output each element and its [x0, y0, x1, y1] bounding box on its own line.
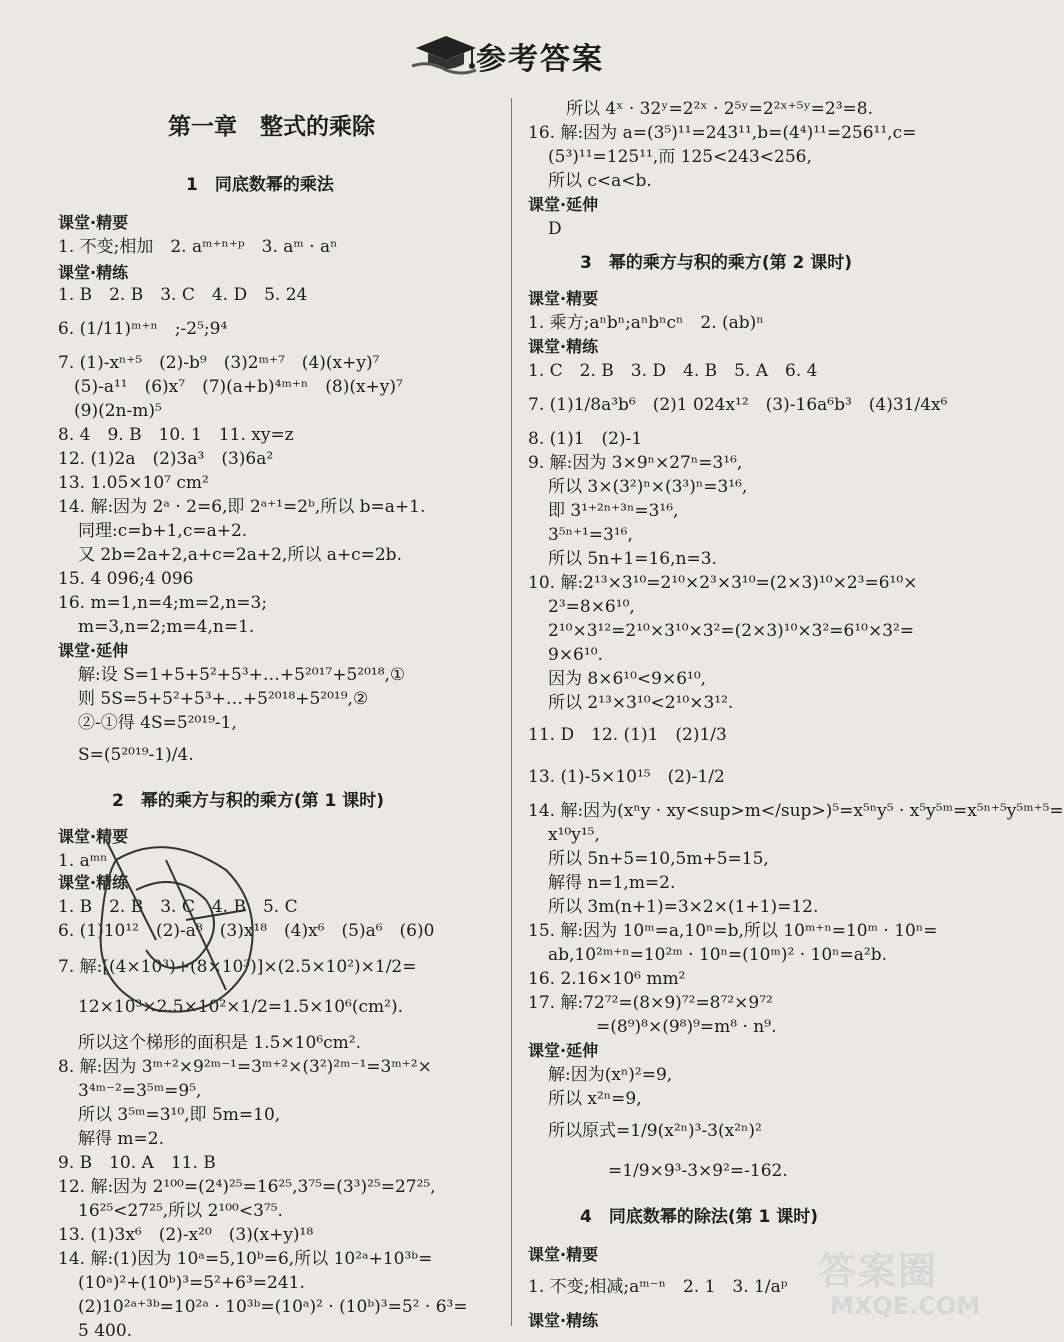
lesson-title: 2 幂的乘方与积的乘方(第 1 课时) [112, 791, 385, 811]
answer-line: 又 2b=2a+2,a+c=2a+2,所以 a+c=2b. [78, 545, 402, 565]
answer-line: 解得 m=2. [78, 1129, 164, 1149]
answer-line: 所以 3m(n+1)=3×2×(1+1)=12. [548, 897, 819, 917]
answer-line: 9. B 10. A 11. B [58, 1153, 216, 1173]
section-label: 课堂·延伸 [528, 1041, 599, 1060]
answer-line: 8. 4 9. B 10. 1 11. xy=z [58, 425, 294, 445]
section-label: 课堂·精练 [528, 337, 599, 356]
section-label: 课堂·精练 [58, 263, 129, 282]
answer-line: 17. 解:72⁷²=(8×9)⁷²=8⁷²×9⁷² [528, 993, 773, 1013]
answer-line: ab,10²ᵐ⁺ⁿ=10²ᵐ · 10ⁿ=(10ᵐ)² · 10ⁿ=a²b. [548, 945, 887, 965]
answer-line: 16. m=1,n=4;m=2,n=3; [58, 593, 268, 613]
answer-line: 16. 2.16×10⁶ mm² [528, 969, 686, 989]
section-label: 课堂·延伸 [528, 195, 599, 214]
answer-line: 同理:c=b+1,c=a+2. [78, 521, 248, 541]
answer-line: 12. 解:因为 2¹⁰⁰=(2⁴)²⁵=16²⁵,3⁷⁵=(3³)²⁵=27²⁵, [58, 1177, 436, 1197]
answer-line: 2³=8×6¹⁰, [548, 597, 635, 617]
answer-line: 因为 8×6¹⁰<9×6¹⁰, [548, 669, 707, 689]
answer-line: 2¹⁰×3¹²=2¹⁰×3¹⁰×3²=(2×3)¹⁰×3²=6¹⁰×3²= [548, 621, 915, 641]
lesson-title: 1 同底数幂的乘法 [186, 175, 334, 195]
handwritten-stamp-watermark [76, 820, 276, 1030]
logo-text: 答案圈 [818, 1249, 939, 1293]
answer-line: 8. 解:因为 3ᵐ⁺²×9²ᵐ⁻¹=3ᵐ⁺²×(3²)²ᵐ⁻¹=3ᵐ⁺²× [58, 1057, 432, 1077]
answer-line: 6. (1/11)ᵐ⁺ⁿ ;-2⁵;9⁴ [58, 319, 228, 339]
answer-line: 12×10³×2.5×10²×1/2=1.5×10⁶(cm²). [78, 997, 403, 1017]
answer-line: (5)-a¹¹ (6)x⁷ (7)(a+b)⁴ᵐ⁺ⁿ (8)(x+y)⁷ [74, 377, 403, 397]
answer-line: 14. 解:因为(xⁿy · xy<sup>m</sup>)⁵=x⁵ⁿy⁵ · x⁵y⁵ᵐ=x⁵ⁿ⁺⁵y⁵ᵐ⁺⁵= [528, 801, 1064, 821]
logo-domain: MXQE.COM [830, 1292, 981, 1320]
page-title: 参考答案 [476, 42, 604, 77]
answer-line: =1/9×9³-3×9²=-162. [608, 1161, 788, 1181]
answer-line: 解:因为(xⁿ)²=9, [548, 1065, 673, 1085]
answer-line: 13. (1)-5×10¹⁵ (2)-1/2 [528, 767, 725, 787]
answer-line: 9. 解:因为 3×9ⁿ×27ⁿ=3¹⁶, [528, 453, 743, 473]
answer-line: 1. 不变;相减;aᵐ⁻ⁿ 2. 1 3. 1/aᵖ [528, 1277, 788, 1297]
section-label: 课堂·精要 [528, 289, 599, 308]
section-label: 课堂·精要 [58, 213, 129, 232]
answer-line: 7. (1)1/8a³b⁶ (2)1 024x¹² (3)-16a⁶b³ (4)31/4x⁶ [528, 395, 948, 415]
answer-line: (2)10²ᵃ⁺³ᵇ=10²ᵃ · 10³ᵇ=(10ᵃ)² · (10ᵇ)³=5² · 6³= [78, 1297, 468, 1317]
answer-line: 所以这个梯形的面积是 1.5×10⁶cm². [78, 1033, 361, 1053]
answer-line: ②-①得 4S=5²⁰¹⁹-1, [78, 713, 237, 733]
answer-line: 解得 n=1,m=2. [548, 873, 676, 893]
answer-line: 解:设 S=1+5+5²+5³+…+5²⁰¹⁷+5²⁰¹⁸,① [78, 665, 406, 685]
answer-line: 12. (1)2a (2)3a³ (3)6a² [58, 449, 274, 469]
answer-line: 7. (1)-xⁿ⁺⁵ (2)-b⁹ (3)2ᵐ⁺⁷ (4)(x+y)⁷ [58, 353, 380, 373]
answer-line: D [548, 219, 562, 239]
section-label: 课堂·精练 [528, 1311, 599, 1330]
site-logo [812, 1240, 1000, 1326]
column-divider [511, 98, 512, 1326]
answer-line: 3⁴ᵐ⁻²=3⁵ᵐ=9⁵, [78, 1081, 202, 1101]
section-label: 课堂·延伸 [58, 641, 129, 660]
answer-line: 5 400. [78, 1321, 133, 1341]
answer-line: 16. 解:因为 a=(3⁵)¹¹=243¹¹,b=(4⁴)¹¹=256¹¹,c= [528, 123, 917, 143]
lesson-title: 4 同底数幂的除法(第 1 课时) [580, 1207, 819, 1227]
answer-line: (10ᵃ)²+(10ᵇ)³=5²+6³=241. [78, 1273, 305, 1293]
section-label: 课堂·精要 [528, 1245, 599, 1264]
section-label: 课堂·精练 [58, 873, 129, 892]
answer-line: 3⁵ⁿ⁺¹=3¹⁶, [548, 525, 633, 545]
answer-line: 13. 1.05×10⁷ cm² [58, 473, 209, 493]
answer-line: 9×6¹⁰. [548, 645, 603, 665]
answer-line: 1. 乘方;aⁿbⁿ;aⁿbⁿcⁿ 2. (ab)ⁿ [528, 313, 764, 333]
answer-line: 16²⁵<27²⁵,所以 2¹⁰⁰<3⁷⁵. [78, 1201, 283, 1221]
answer-line: 所以 5n+1=16,n=3. [548, 549, 717, 569]
answer-line: 11. D 12. (1)1 (2)1/3 [528, 725, 727, 745]
answer-line: 所以 5n+5=10,5m+5=15, [548, 849, 769, 869]
answer-line: 1. C 2. B 3. D 4. B 5. A 6. 4 [528, 361, 818, 381]
answer-line: 13. (1)3x⁶ (2)-x²⁰ (3)(x+y)¹⁸ [58, 1225, 314, 1245]
answer-line: 6. (1)10¹² (2)-a⁸ (3)x¹⁸ (4)x⁶ (5)a⁶ (6)0 [58, 921, 435, 941]
answer-line: 1. B 2. B 3. C 4. D 5. 24 [58, 285, 308, 305]
answer-line: 14. 解:因为 2ᵃ · 2=6,即 2ᵃ⁺¹=2ᵇ,所以 b=a+1. [58, 497, 426, 517]
answer-line: 所以 2¹³×3¹⁰<2¹⁰×3¹². [548, 693, 734, 713]
answer-line: 所以 3⁵ᵐ=3¹⁰,即 5m=10, [78, 1105, 281, 1125]
answer-line: 15. 解:因为 10ᵐ=a,10ⁿ=b,所以 10ᵐ⁺ⁿ=10ᵐ · 10ⁿ= [528, 921, 938, 941]
answer-line: (5³)¹¹=125¹¹,而 125<243<256, [548, 147, 812, 167]
answer-line: 所以 3×(3²)ⁿ×(3³)ⁿ=3¹⁶, [548, 477, 748, 497]
answer-line: 7. 解:[(4×10³)+(8×10³)]×(2.5×10²)×1/2= [58, 957, 417, 977]
lesson-title: 3 幂的乘方与积的乘方(第 2 课时) [580, 253, 853, 273]
answer-line: m=3,n=2;m=4,n=1. [78, 617, 255, 637]
answer-line: =(8⁹)⁸×(9⁸)⁹=m⁸ · n⁹. [596, 1017, 777, 1037]
answer-line: 14. 解:(1)因为 10ᵃ=5,10ᵇ=6,所以 10²ᵃ+10³ᵇ= [58, 1249, 433, 1269]
answer-line: 1. aᵐⁿ [58, 851, 108, 871]
answer-line: 10. 解:2¹³×3¹⁰=2¹⁰×2³×3¹⁰=(2×3)¹⁰×2³=6¹⁰× [528, 573, 918, 593]
answer-line: 即 3¹⁺²ⁿ⁺³ⁿ=3¹⁶, [548, 501, 679, 521]
answer-line: 所以 4ˣ · 32ʸ=2²ˣ · 2⁵ʸ=2²ˣ⁺⁵ʸ=2³=8. [566, 99, 873, 119]
answer-line: S=(5²⁰¹⁹-1)/4. [78, 745, 194, 765]
answer-line: 所以 c<a<b. [548, 171, 652, 191]
answer-line: 1. B 2. B 3. C 4. B 5. C [58, 897, 298, 917]
answer-line: 所以 x²ⁿ=9, [548, 1089, 642, 1109]
chapter-title: 第一章 整式的乘除 [168, 114, 375, 140]
answer-line: 15. 4 096;4 096 [58, 569, 194, 589]
answer-line: x¹⁰y¹⁵, [548, 825, 600, 845]
answer-line: 所以原式=1/9(x²ⁿ)³-3(x²ⁿ)² [548, 1121, 762, 1141]
page-header [0, 22, 1000, 82]
section-label: 课堂·精要 [58, 827, 129, 846]
answer-line: 则 5S=5+5²+5³+…+5²⁰¹⁸+5²⁰¹⁹,② [78, 689, 369, 709]
answer-line: 1. 不变;相加 2. aᵐ⁺ⁿ⁺ᵖ 3. aᵐ · aⁿ [58, 237, 338, 257]
answer-line: 8. (1)1 (2)-1 [528, 429, 643, 449]
graduation-cap-icon [410, 30, 480, 76]
answer-line: (9)(2n-m)⁵ [74, 401, 162, 421]
